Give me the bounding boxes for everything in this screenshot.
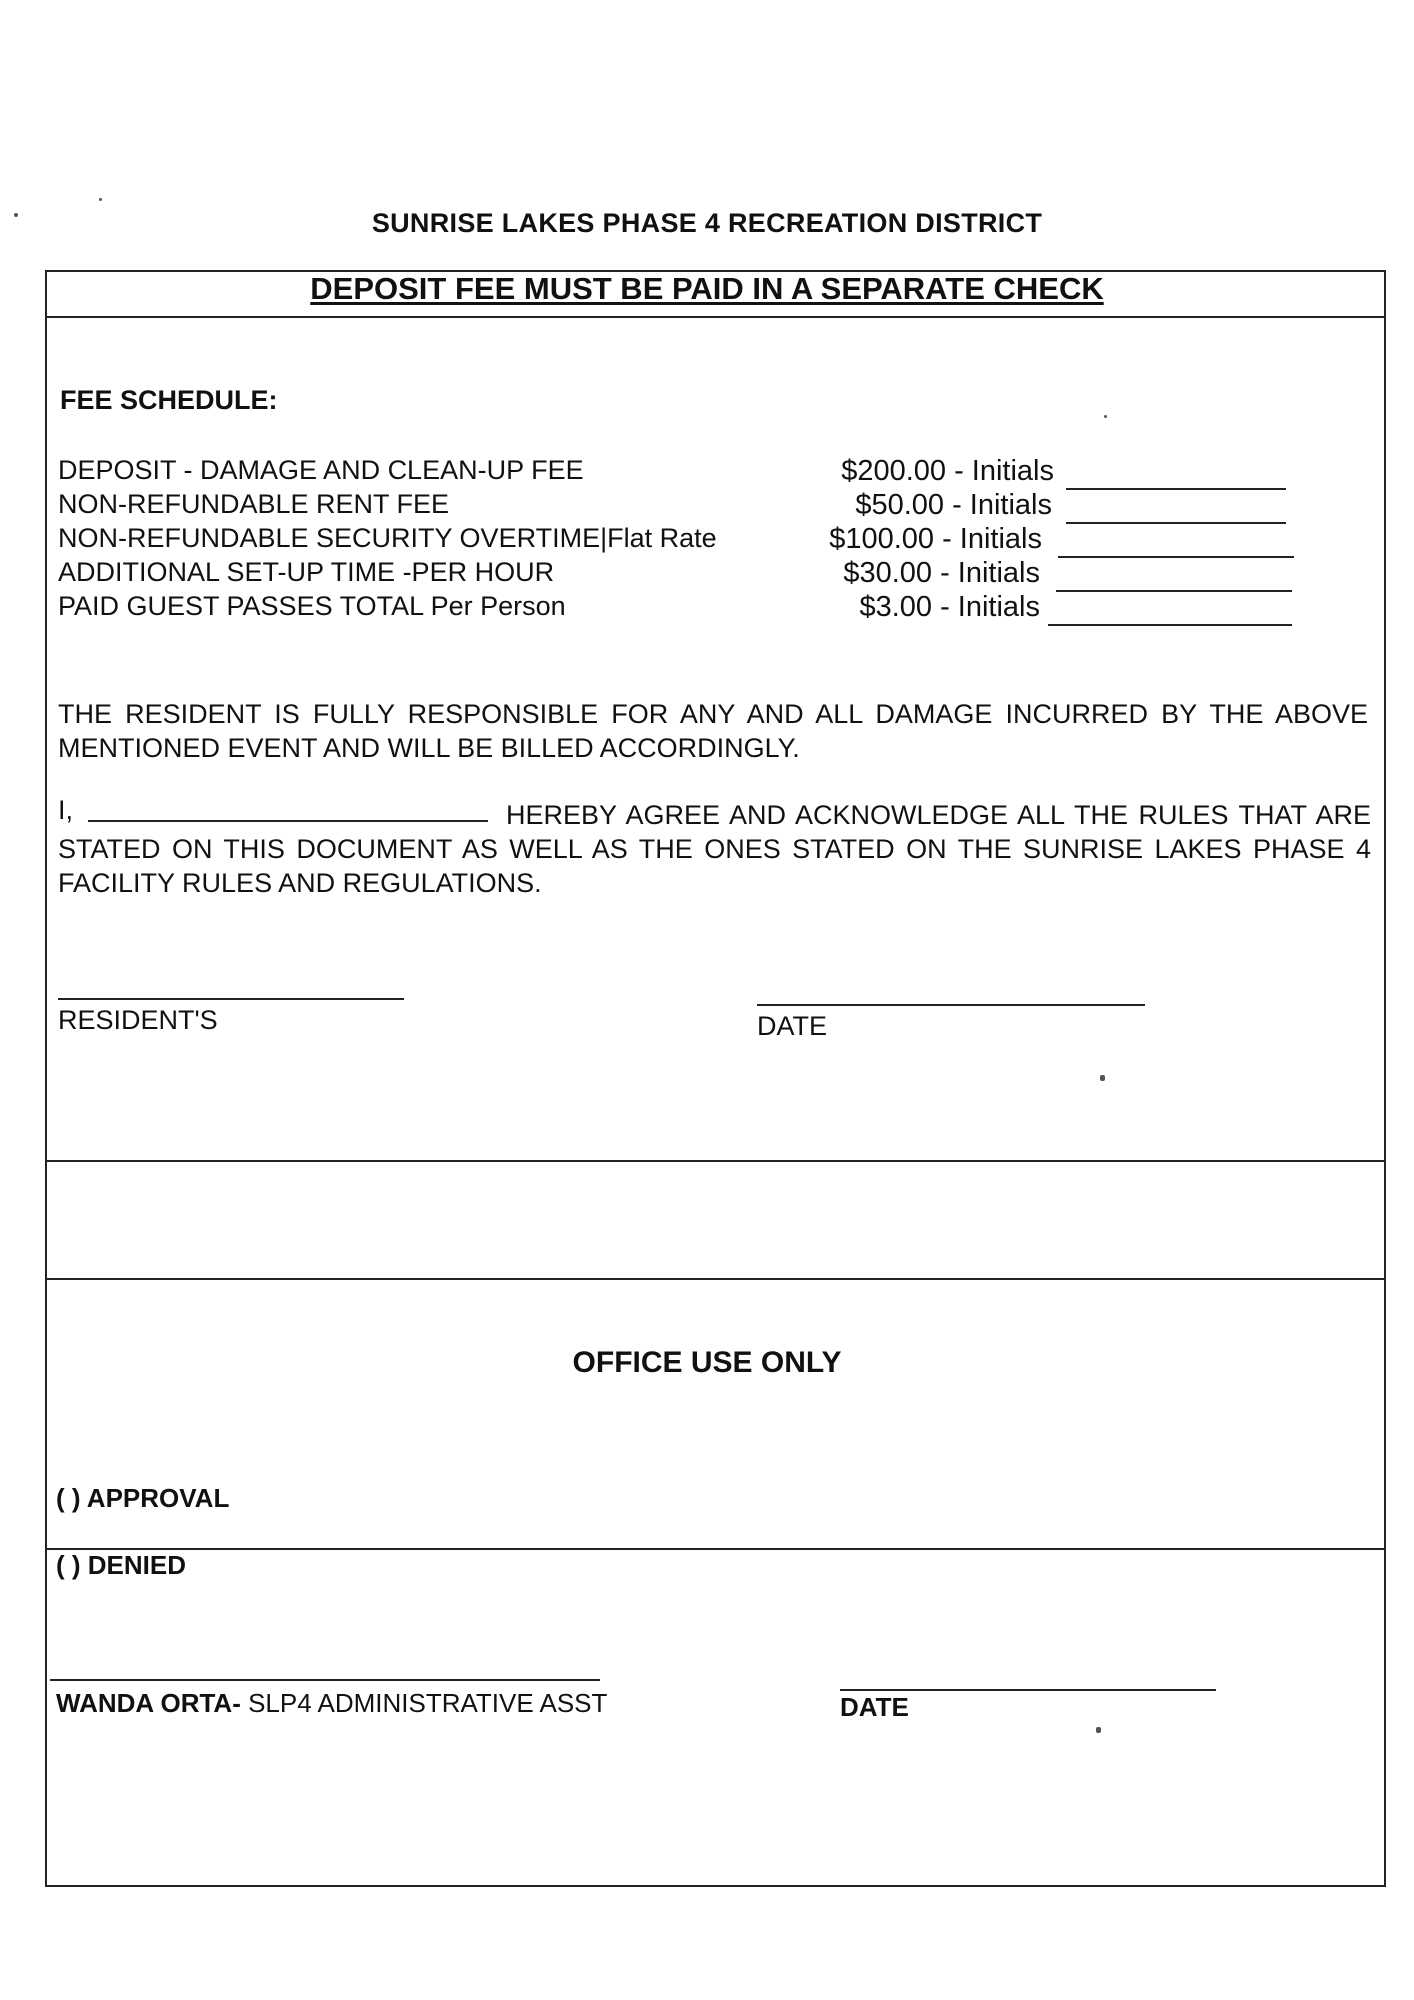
- admin-signature-label: [56, 1688, 607, 1719]
- section-divider: [45, 1548, 1386, 1550]
- fee-amount: $100.00 - Initials: [829, 523, 1042, 555]
- responsibility-paragraph: THE RESIDENT IS FULLY RESPONSIBLE FOR ANY AND ALL DAMAGE INCURRED BY THE ABOVE MENTIONED EVENT AND WILL BE BILLED ACCORDINGLY.: [58, 699, 1368, 763]
- resident-date-line[interactable]: [757, 1004, 1145, 1006]
- scan-speck: [99, 198, 102, 201]
- fee-schedule-heading: FEE SCHEDULE:: [60, 385, 278, 415]
- initials-line[interactable]: [1058, 556, 1294, 558]
- scan-speck: [1100, 1075, 1105, 1081]
- fee-amount: $200.00 - Initials: [841, 455, 1054, 487]
- denied-option[interactable]: ( ) DENIED: [56, 1550, 186, 1580]
- deposit-banner: [0, 271, 1414, 307]
- resident-signature-label: RESIDENT'S: [58, 1005, 218, 1035]
- admin-date-line[interactable]: [840, 1689, 1216, 1691]
- initials-line[interactable]: [1066, 488, 1286, 490]
- admin-signature-line[interactable]: [50, 1679, 600, 1681]
- section-divider: [45, 1160, 1386, 1162]
- banner-divider: [45, 316, 1386, 318]
- resident-signature-line[interactable]: [58, 998, 404, 1000]
- fee-amount: $3.00 - Initials: [859, 591, 1040, 623]
- fee-description: PAID GUEST PASSES TOTAL Per Person: [58, 591, 566, 621]
- office-use-heading: OFFICE USE ONLY: [572, 1346, 842, 1379]
- agreement-line-1: HEREBY AGREE AND ACKNOWLEDGE ALL THE RULES THAT ARE: [506, 800, 1371, 830]
- initials-line[interactable]: [1066, 522, 1286, 524]
- fee-description: NON-REFUNDABLE RENT FEE: [58, 489, 450, 519]
- fee-description: ADDITIONAL SET-UP TIME -PER HOUR: [58, 557, 555, 587]
- scan-speck: [14, 213, 18, 217]
- admin-title: SLP4 ADMINISTRATIVE ASST: [248, 1688, 608, 1718]
- fee-amount: $50.00 - Initials: [855, 489, 1052, 521]
- fee-amount: $30.00 - Initials: [843, 557, 1040, 589]
- deposit-banner-text: DEPOSIT FEE MUST BE PAID IN A SEPARATE CHECK: [310, 271, 1104, 306]
- fee-description: DEPOSIT - DAMAGE AND CLEAN-UP FEE: [58, 455, 584, 485]
- initials-line[interactable]: [1048, 624, 1292, 626]
- agreement-line-2: STATED ON THIS DOCUMENT AS WELL AS THE ONES STATED ON THE SUNRISE LAKES PHASE 4: [58, 834, 1371, 864]
- agreement-prefix: I,: [58, 795, 74, 825]
- resident-name-line[interactable]: [88, 820, 488, 822]
- resident-date-label: DATE: [757, 1011, 828, 1041]
- document-title: SUNRISE LAKES PHASE 4 RECREATION DISTRICT: [371, 208, 1043, 238]
- admin-date-label: DATE: [840, 1692, 909, 1722]
- initials-line[interactable]: [1056, 590, 1292, 592]
- agreement-line-3: FACILITY RULES AND REGULATIONS.: [58, 868, 542, 898]
- section-divider: [45, 1278, 1386, 1280]
- fee-description: NON-REFUNDABLE SECURITY OVERTIME|Flat Rate: [58, 523, 717, 553]
- scan-speck: [1096, 1727, 1101, 1733]
- admin-name: WANDA ORTA-: [56, 1688, 241, 1718]
- scan-speck: [1104, 415, 1107, 418]
- approval-option[interactable]: ( ) APPROVAL: [56, 1483, 230, 1513]
